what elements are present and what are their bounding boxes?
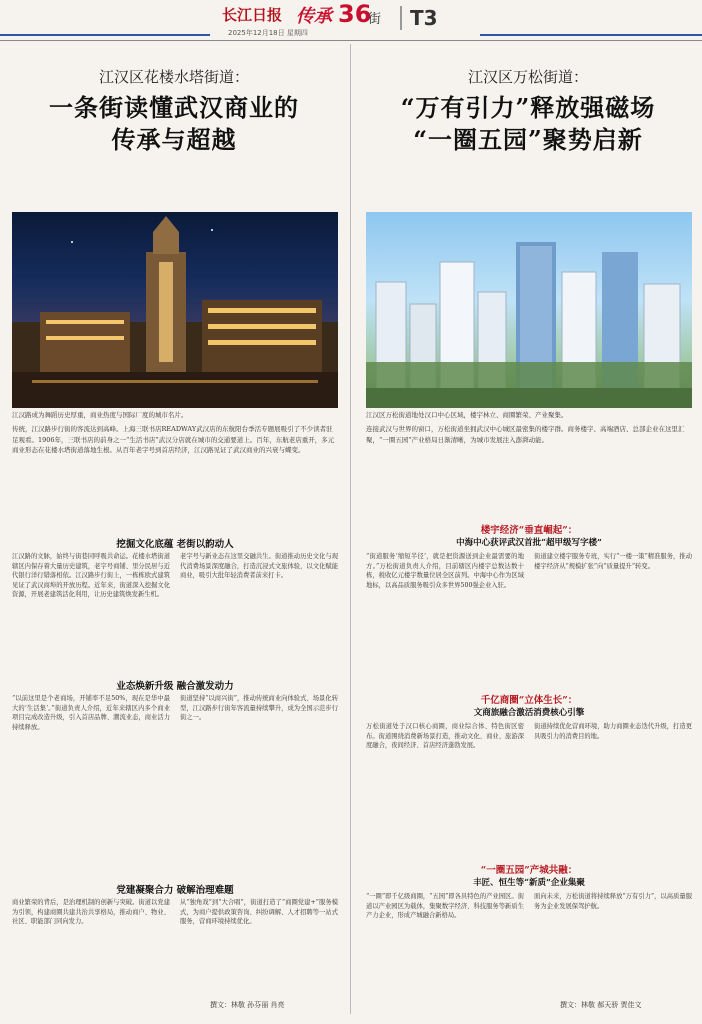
byline-right: 撰文：林敬 郝天骄 贾佳文 xyxy=(560,1001,642,1009)
paragraph: 面向未来，万松街道将持续释放“万有引力”，以高质量服务为企业发展保驾护航。 xyxy=(534,893,692,910)
paragraph: 老字号与新业态在这里交融共生。街道推动历史文化与现代消费场景深度融合，打造沉浸式文旅体验，以文化赋能商业，吸引大批年轻消费者前来打卡。 xyxy=(180,553,338,580)
section-title-governance: 党建凝聚合力 破解治理难题 xyxy=(116,885,234,896)
section-title-business: 业态焕新升级 融合激发动力 xyxy=(116,681,234,692)
heritage-logo: 传承 xyxy=(296,6,332,27)
article-kicker: 江汉区万松街道： xyxy=(467,68,588,86)
paragraph: 街道建立楼宇服务专班，实行“一楼一策”精准服务，推动楼宇经济从“规模扩张”向“质量提升”转变。 xyxy=(534,553,692,570)
night-street-illustration xyxy=(12,212,338,408)
section-body-business xyxy=(12,694,338,870)
headline-line-2: “一圈五园”聚势启新 xyxy=(413,125,643,154)
article-kicker: 江汉区花楼水塔街道： xyxy=(98,68,249,86)
photo-caption: 江汉路成为舞蹈历史厚重，商业热度与国际厂度的城市名片。 xyxy=(12,411,188,419)
paragraph: “以前这里是个老商场，开铺率不足50%，现在是华中最大的‘生活集’。”街道负责人介绍，近年来辖区内多个商业项目完成改造升级，引入首店品牌、潮流业态，商业活力持续释放。 xyxy=(12,695,170,731)
masthead xyxy=(0,0,702,40)
section-body-governance xyxy=(12,898,338,1024)
masthead-bar-right xyxy=(480,34,702,36)
section-subtitle-consumption: 文商旅融合激活消费核心引擎 xyxy=(473,708,585,718)
issue-date: 2025年12月18日 星期四 xyxy=(228,29,308,37)
skyline-illustration xyxy=(366,212,692,408)
article-left xyxy=(4,44,344,1014)
header-rule xyxy=(0,40,702,41)
changjiang-daily-logo: 长江日报 xyxy=(222,6,283,24)
section-subtitle-building-economy: 中海中心获评武汉首批“超甲级写字楼” xyxy=(456,538,602,548)
section-body-culture xyxy=(12,552,338,664)
headline-line-2: 传承与超越 xyxy=(111,125,237,154)
masthead-bar-left xyxy=(0,34,210,36)
section-subtitle-industry: 丰匠、恒生等“新质”企业集聚 xyxy=(473,878,585,888)
article-lead: 连接武汉与世界的窗口，万松街道坐拥武汉中心城区最密集的楼宇群。商务楼宇、高端酒店、总部企业在这里汇聚，“一圈五园”产业格局日渐清晰，为城市发展注入澎湃动能。 xyxy=(366,425,685,444)
paragraph: 江汉路的文脉，始终与街巷同呼吸共命运。花楼水塔街道辖区内保存着大量历史建筑，老字号商铺、里分民居与近代银行洋行错落相依。江汉路步行街上，一栋栋欧式建筑见证了武汉商埠的开放历程。近年来，街道深入挖掘文化资源，开展老建筑活化利用，让历史建筑焕发新生机。 xyxy=(12,553,170,599)
paragraph: 商业繁荣的背后，是治理机制的创新与突破。街道以党建为引领，构建商圈共建共治共享格局，推动商户、物业、社区、职能部门同向发力。 xyxy=(12,899,170,926)
section-title-building-economy: 楼宇经济“垂直崛起”： xyxy=(480,525,578,536)
paragraph: 街道持续优化营商环境，助力商圈业态迭代升级，打造更具吸引力的消费目的地。 xyxy=(534,723,692,740)
paragraph: “一圈”即千亿级商圈，“五园”即各具特色的产业园区。街道以产业园区为载体，集聚数字经济、科技服务等新质生产力企业，形成产城融合新格局。 xyxy=(366,893,524,920)
article-lead: 传统，江汉路步行街的客流达到高峰。上海三联书店READWAY武汉店的东航阳台季活专题展吸引了不少读者驻足观看。1906年，三联书店的前身之一“生活书店”武汉分店就在城市的交通要道上。百年，东航老店重开，多元商业形态在花楼水塔街道落地生根。从百年老字号到首店经济，江汉路见证了武汉商业的兴衰与蝶变。 xyxy=(12,425,335,454)
section-body-industry xyxy=(366,892,692,1024)
page-number: T3 xyxy=(400,6,438,30)
column-separator xyxy=(350,44,351,1014)
section-body-consumption xyxy=(366,722,692,850)
section-title-industry: “一圈五园”产城共融： xyxy=(480,865,578,876)
anniversary-number: 36 xyxy=(338,0,372,28)
section-title-consumption: 千亿商圈“立体生长”： xyxy=(480,695,578,706)
headline-line-1: 一条街读懂武汉商业的 xyxy=(49,93,299,122)
paragraph: “街道服务‘缩短半径’，就是把资源送到企业最需要的地方。”万松街道负责人介绍，目前辖区内楼宇总数达数十栋，税收亿元楼宇数量位居全区前列。中海中心作为区域地标，以高品质服务吸引众多世界500强企业入驻。 xyxy=(366,553,524,589)
photo-jianghan-road-night xyxy=(12,212,338,408)
photo-caption: 江汉区万松街道地处汉口中心区域，楼宇林立、商圈繁荣、产业聚集。 xyxy=(366,411,568,419)
paragraph: 街道坚持“以商兴街”，推动传统商业向体验式、场景化转型，江汉路步行街年客流量持续攀升，成为全国示范步行街之一。 xyxy=(180,695,338,722)
photo-wansong-skyline xyxy=(366,212,692,408)
paragraph: 从“独角戏”到“大合唱”，街道打造了“商圈党建+”服务模式，为商户提供政策咨询、纠纷调解、人才招聘等一站式服务，营商环境持续优化。 xyxy=(180,899,338,926)
paragraph: 万松街道处于汉口核心商圈，商业综合体、特色街区密布。街道围绕消费新场景打造，推动文化、商业、旅游深度融合，夜间经济、首店经济蓬勃发展。 xyxy=(366,723,524,750)
article-right xyxy=(358,44,698,1014)
section-title-culture: 挖掘文化底蕴 老街以韵动人 xyxy=(116,539,234,550)
byline-left: 撰文：林敬 孙芬丽 肖亮 xyxy=(210,1001,285,1009)
street-label: 街 xyxy=(368,12,382,27)
headline-line-1: “万有引力”释放强磁场 xyxy=(400,93,656,122)
section-body-building-economy xyxy=(366,552,692,678)
